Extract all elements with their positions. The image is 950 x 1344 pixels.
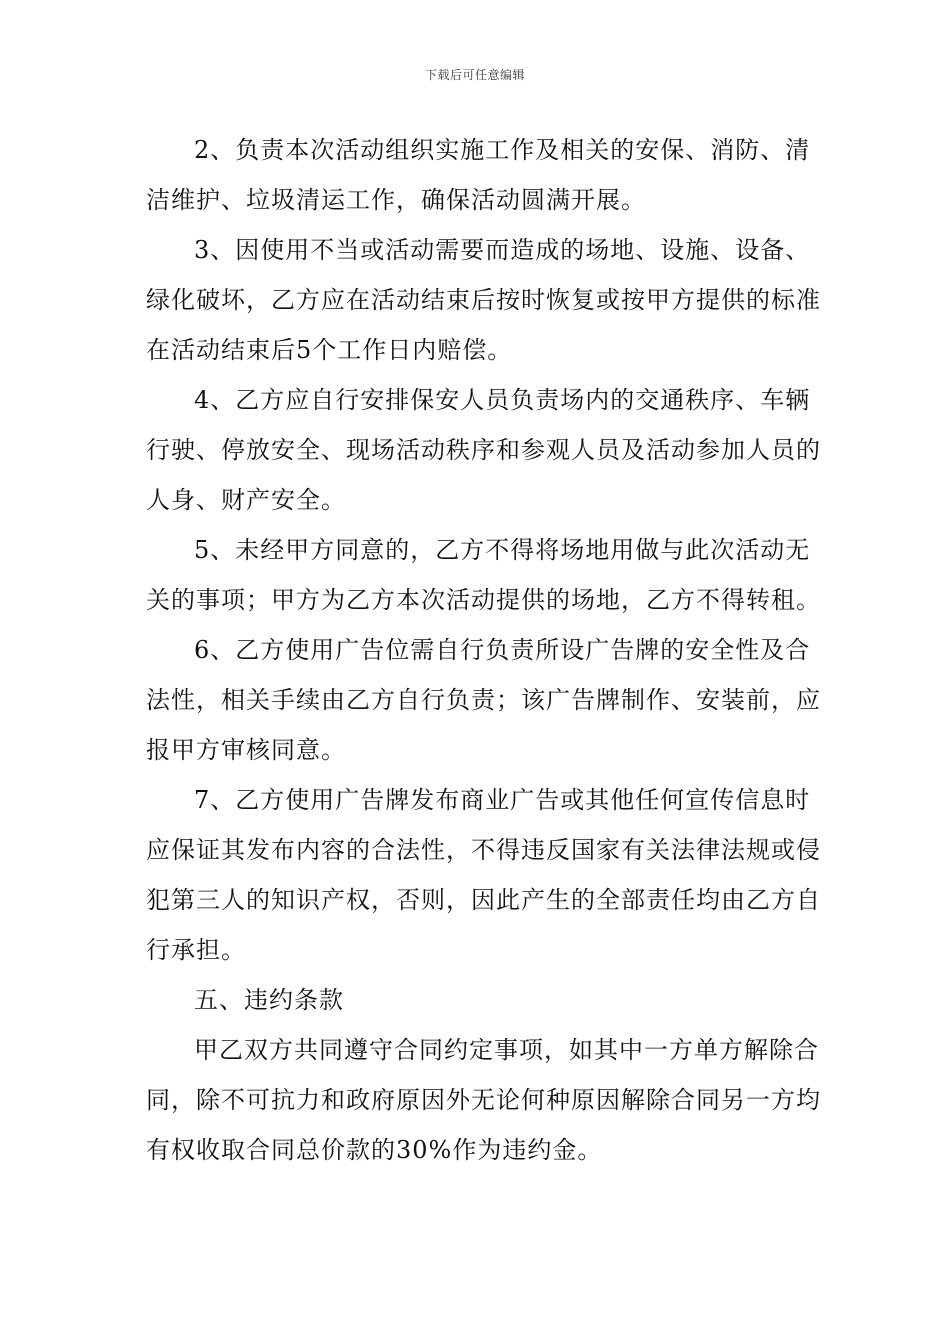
clause-6: 6、乙方使用广告位需自行负责所设广告牌的安全性及合法性，相关手续由乙方自行负责；该广告牌制作、安装前，应报甲方审核同意。	[146, 636, 821, 764]
section-heading-breach: 五、违约条款	[194, 986, 344, 1014]
clause-3: 3、因使用不当或活动需要而造成的场地、设施、设备、绿化破坏，乙方应在活动结束后按时恢复或按甲方提供的标准在活动结束后5个工作日内赔偿。	[146, 236, 821, 364]
breach-clause: 甲乙双方共同遵守合同约定事项，如其中一方单方解除合同，除不可抗力和政府原因外无论何种原因解除合同另一方均有权收取合同总价款的30%作为违约金。	[146, 1036, 821, 1164]
clause-5: 5、未经甲方同意的，乙方不得将场地用做与此次活动无关的事项；甲方为乙方本次活动提供的场地，乙方不得转租。	[146, 536, 821, 614]
document-body	[146, 125, 826, 1175]
clause-4: 4、乙方应自行安排保安人员负责场内的交通秩序、车辆行驶、停放安全、现场活动秩序和参观人员及活动参加人员的人身、财产安全。	[146, 386, 821, 514]
clause-2: 2、负责本次活动组织实施工作及相关的安保、消防、清洁维护、垃圾清运工作，确保活动圆满开展。	[146, 136, 811, 214]
header-note: 下载后可任意编辑	[424, 68, 525, 82]
clause-7: 7、乙方使用广告牌发布商业广告或其他任何宣传信息时应保证其发布内容的合法性，不得违反国家有关法律法规或侵犯第三人的知识产权，否则，因此产生的全部责任均由乙方自行承担。	[146, 786, 821, 964]
